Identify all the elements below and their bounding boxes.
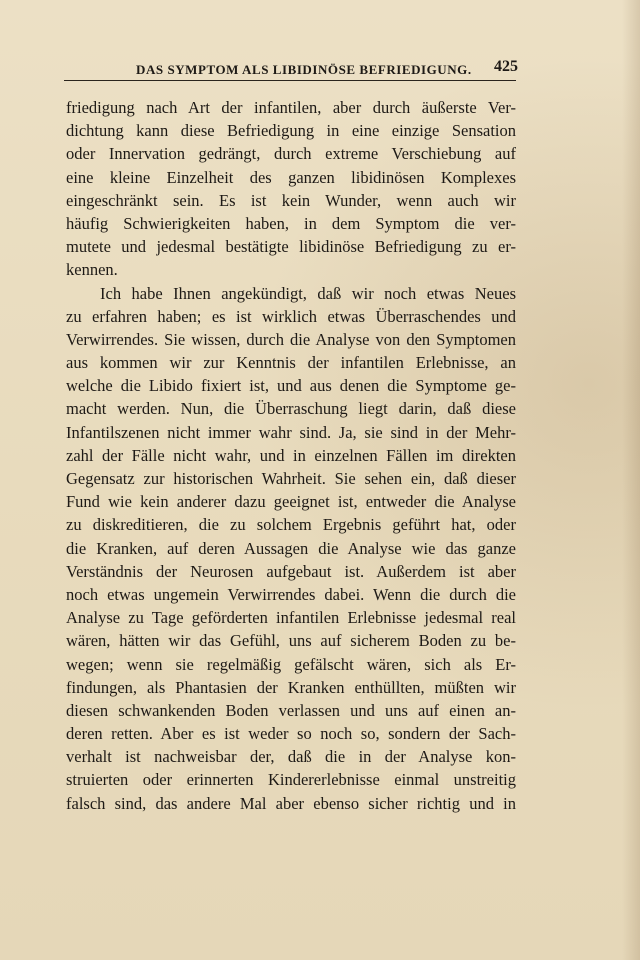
text-line: Infantilszenen nicht immer wahr sind. Ja, sie sind in der Mehr- [66,422,516,442]
text-line: eine kleine Einzelheit des ganzen libidinösen Komplexes [66,167,516,187]
text-line: verhalt ist nachweisbar der, daß die in der Analyse kon- [66,747,516,767]
text-line: die Kranken, auf deren Aussagen die Analyse wie das ganze [66,538,516,558]
text-line: falsch sind, das andere Mal aber ebenso sicher richtig und in [66,793,516,813]
text-line: zu erfahren haben; es ist wirklich etwas Überraschendes und [66,306,516,326]
text-line: eingeschränkt sein. Es ist kein Wunder, wenn auch wir [66,190,516,210]
text-line: Gegensatz zur historischen Wahrheit. Sie sehen ein, daß dieser [66,469,516,488]
text-line: zu diskreditieren, die zu solchem Ergebnis geführt hat, oder [66,515,516,535]
text-line: wären, hätten wir das Gefühl, uns auf sicherem Boden zu be- [66,631,516,651]
text-line: Analyse zu Tage geförderten infantilen Erlebnisse jedesmal real [66,608,516,628]
text-line: zahl der Fälle nicht wahr, und in einzelnen Fällen im direkten [66,445,516,465]
text-line: deren retten. Aber es ist weder so noch so, sondern der Sach- [66,724,516,744]
text-line: welche die Libido fixiert ist, und aus denen die Symptome ge- [66,376,516,396]
text-line: diesen schwankenden Boden verlassen und uns auf einen an- [66,700,516,720]
text-line: kennen. [66,260,118,280]
text-line: struierten oder erinnerten Kindererlebnisse einmal unstreitig [66,770,516,790]
text-line: mutete und jedesmal bestätigte libidinöse Befriedigung zu er- [66,237,516,257]
text-line: häufig Schwierigkeiten haben, in dem Symptom die ver- [66,213,516,233]
body-text [66,96,516,815]
running-head-title: DAS SYMPTOM ALS LIBIDINÖSE BEFRIEDIGUNG. [136,62,472,77]
text-line: wegen; wenn sie regelmäßig gefälscht wären, sich als Er- [66,654,516,674]
text-line: oder Innervation gedrängt, durch extreme Verschiebung auf [66,144,516,164]
text-line: Verständnis der Neurosen aufgebaut ist. Außerdem ist aber [66,561,516,581]
text-line: dichtung kann diese Befriedigung in eine einzige Sensation [66,121,516,141]
text-line: noch etwas ungemein Verwirrendes dabei. Wenn die durch die [66,584,516,604]
text-line: Fund wie kein anderer dazu geeignet ist, entweder die Analyse [66,492,516,512]
text-line: findungen, als Phantasien der Kranken enthüllten, müßten wir [66,677,516,697]
text-line: macht werden. Nun, die Überraschung liegt darin, daß diese [66,399,516,419]
text-line: Verwirrendes. Sie wissen, durch die Analyse von den Symptomen [66,329,516,349]
text-line: friedigung nach Art der infantilen, aber durch äußerste Ver- [66,98,516,117]
text-line: Ich habe Ihnen angekündigt, daß wir noch etwas Neues [100,283,516,303]
header-rule [64,80,516,81]
running-head [66,58,518,80]
text-line: aus kommen wir zur Kenntnis der infantilen Erlebnisse, an [66,353,516,373]
page-number: 425 [494,58,518,75]
